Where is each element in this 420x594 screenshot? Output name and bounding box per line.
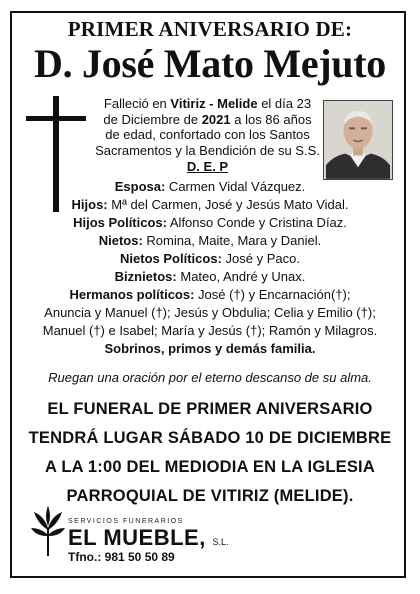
family-row: Biznietos: Mateo, André y Unax. — [114, 269, 306, 284]
rip-label: D. E. P — [186, 159, 229, 174]
logo-subtitle: SERVICIOS FUNERARIOS — [68, 518, 184, 525]
anniversary-heading: PRIMER ANIVERSARIO DE: — [67, 17, 353, 41]
phone-number: Tfno.: 981 50 50 89 — [68, 550, 175, 564]
family-row: Nietos Políticos: José y Paco. — [120, 251, 300, 266]
funeral-announcement: EL FUNERAL DE PRIMER ANIVERSARIO TENDRÁ LUGAR SÁBADO 10 DE DICIEMBRE A LA 1:00 DEL MEDIODIA EN LA IGLESIA PARROQUIAL DE VITIRIZ (MELIDE). — [28, 400, 392, 505]
deceased-name: D. José Mato Mejuto — [34, 41, 386, 86]
family-row: Hijos: Mª del Carmen, José y Jesús Mato Vidal. — [71, 197, 349, 212]
family-row: Sobrinos, primos y demás familia. — [104, 341, 316, 356]
family-list — [12, 178, 408, 358]
family-row: Nietos: Romina, Maite, Mara y Daniel. — [98, 233, 322, 248]
prayer-line: Ruegan una oración por el eterno descanso de su alma. — [48, 370, 372, 385]
family-row: Hermanos políticos: José (†) y Encarnación(†); — [69, 287, 351, 302]
family-row: Hijos Políticos: Alfonso Conde y Cristina Díaz. — [73, 215, 347, 230]
family-row: Anuncia y Manuel (†); Jesús y Obdulia; Celia y Emilio (†); — [44, 305, 376, 320]
tree-icon — [30, 506, 66, 556]
funeral-home-logo — [30, 506, 230, 570]
family-row: Esposa: Carmen Vidal Vázquez. — [114, 179, 306, 194]
death-notice-text: Falleció en Vitiriz - Melide el día 23 de Diciembre de 2021 a los 86 años de edad, confortado con los Santos Sacramentos y la Bendición de su S.S. — [95, 96, 320, 158]
logo-brand: EL MUEBLE, S.L. — [68, 525, 229, 550]
portrait-photo — [323, 100, 393, 180]
family-row: Manuel (†) e Isabel; María y Jesús (†); Ramón y Milagros. — [42, 323, 378, 338]
